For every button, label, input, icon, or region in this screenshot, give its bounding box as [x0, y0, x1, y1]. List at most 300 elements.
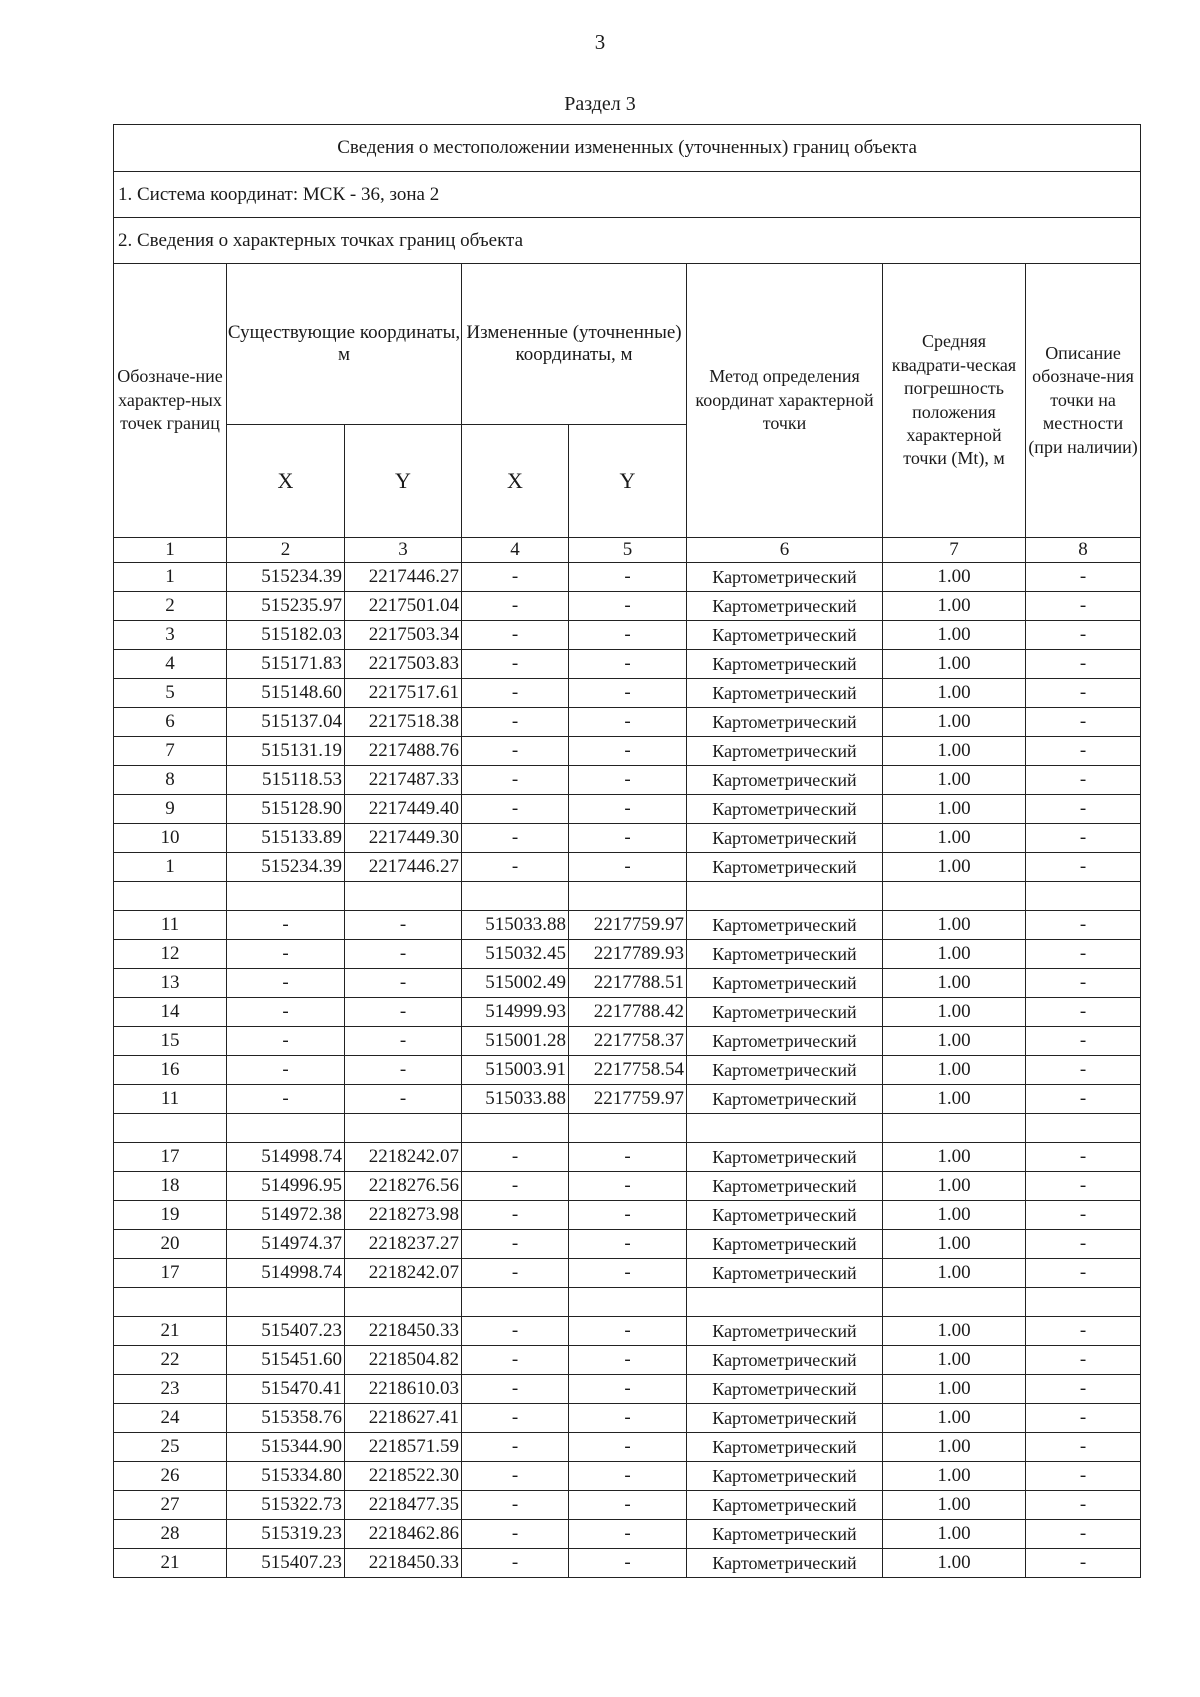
- blank-cell: [345, 882, 462, 911]
- cell-method: Картометрический: [687, 1317, 883, 1346]
- cell-method: Картометрический: [687, 1201, 883, 1230]
- blank-cell: [114, 1114, 227, 1143]
- cell-existing-y: 2217517.61: [345, 679, 462, 708]
- blank-cell: [569, 882, 687, 911]
- table-title: Сведения о местоположении измененных (уточненных) границ объекта: [114, 125, 1141, 172]
- cell-existing-x: 515407.23: [227, 1549, 345, 1578]
- header-changed-y: Y: [569, 425, 687, 538]
- column-number: 6: [687, 538, 883, 563]
- cell-existing-x: 515407.23: [227, 1317, 345, 1346]
- cell-mean-error: 1.00: [883, 795, 1026, 824]
- blank-cell: [1026, 1288, 1141, 1317]
- cell-changed-y: -: [569, 1172, 687, 1201]
- page-number: 3: [594, 30, 606, 54]
- blank-separator-row: [114, 1288, 1141, 1317]
- blank-cell: [687, 882, 883, 911]
- table-row: [114, 1056, 1141, 1085]
- cell-point-id: 1: [114, 563, 227, 592]
- cell-changed-y: -: [569, 679, 687, 708]
- cell-description: -: [1026, 1404, 1141, 1433]
- cell-changed-x: -: [462, 824, 569, 853]
- cell-existing-x: 515131.19: [227, 737, 345, 766]
- cell-changed-y: -: [569, 1230, 687, 1259]
- cell-changed-y: 2217759.97: [569, 1085, 687, 1114]
- table-row: [114, 563, 1141, 592]
- cell-point-id: 16: [114, 1056, 227, 1085]
- cell-changed-y: -: [569, 1462, 687, 1491]
- header-mean-error: Средняя квадрати-ческая погрешность положения характерной точки (Mt), м: [883, 264, 1026, 538]
- cell-mean-error: 1.00: [883, 708, 1026, 737]
- cell-changed-y: 2217789.93: [569, 940, 687, 969]
- cell-point-id: 9: [114, 795, 227, 824]
- cell-method: Картометрический: [687, 679, 883, 708]
- cell-changed-y: 2217758.54: [569, 1056, 687, 1085]
- cell-existing-x: 515322.73: [227, 1491, 345, 1520]
- cell-existing-y: 2217487.33: [345, 766, 462, 795]
- cell-existing-y: 2218237.27: [345, 1230, 462, 1259]
- cell-point-id: 10: [114, 824, 227, 853]
- table-row: [114, 969, 1141, 998]
- cell-changed-x: -: [462, 1230, 569, 1259]
- cell-changed-x: -: [462, 563, 569, 592]
- blank-cell: [114, 1288, 227, 1317]
- cell-mean-error: 1.00: [883, 911, 1026, 940]
- cell-description: -: [1026, 766, 1141, 795]
- cell-point-id: 26: [114, 1462, 227, 1491]
- cell-existing-y: 2217518.38: [345, 708, 462, 737]
- cell-description: -: [1026, 824, 1141, 853]
- cell-method: Картометрический: [687, 853, 883, 882]
- table-row: [114, 795, 1141, 824]
- cell-description: -: [1026, 940, 1141, 969]
- blank-cell: [345, 1114, 462, 1143]
- column-number: 2: [227, 538, 345, 563]
- cell-changed-x: -: [462, 1143, 569, 1172]
- table-row: [114, 998, 1141, 1027]
- cell-point-id: 15: [114, 1027, 227, 1056]
- cell-existing-x: 514998.74: [227, 1259, 345, 1288]
- table-row: [114, 824, 1141, 853]
- cell-existing-y: 2218242.07: [345, 1259, 462, 1288]
- cell-changed-x: -: [462, 1317, 569, 1346]
- cell-existing-y: -: [345, 969, 462, 998]
- cell-description: -: [1026, 998, 1141, 1027]
- cell-method: Картометрический: [687, 737, 883, 766]
- column-number: 4: [462, 538, 569, 563]
- cell-method: Картометрический: [687, 1230, 883, 1259]
- cell-existing-y: 2218276.56: [345, 1172, 462, 1201]
- cell-existing-x: 515118.53: [227, 766, 345, 795]
- cell-mean-error: 1.00: [883, 563, 1026, 592]
- header-existing-y: Y: [345, 425, 462, 538]
- cell-changed-x: -: [462, 766, 569, 795]
- cell-method: Картометрический: [687, 795, 883, 824]
- cell-mean-error: 1.00: [883, 1462, 1026, 1491]
- cell-description: -: [1026, 1346, 1141, 1375]
- cell-description: -: [1026, 911, 1141, 940]
- cell-method: Картометрический: [687, 1375, 883, 1404]
- cell-mean-error: 1.00: [883, 1375, 1026, 1404]
- cell-changed-x: 514999.93: [462, 998, 569, 1027]
- cell-description: -: [1026, 1172, 1141, 1201]
- blank-separator-row: [114, 1114, 1141, 1143]
- cell-method: Картометрический: [687, 592, 883, 621]
- blank-cell: [114, 882, 227, 911]
- table-row: [114, 1404, 1141, 1433]
- cell-description: -: [1026, 1520, 1141, 1549]
- cell-description: -: [1026, 1143, 1141, 1172]
- cell-method: Картометрический: [687, 824, 883, 853]
- cell-mean-error: 1.00: [883, 1317, 1026, 1346]
- cell-existing-x: 514996.95: [227, 1172, 345, 1201]
- table-row: [114, 1259, 1141, 1288]
- cell-method: Картометрический: [687, 1346, 883, 1375]
- section-label: Раздел 3: [564, 93, 636, 115]
- cell-changed-y: 2217759.97: [569, 911, 687, 940]
- blank-cell: [227, 1114, 345, 1143]
- cell-description: -: [1026, 621, 1141, 650]
- header-changed-x: X: [462, 425, 569, 538]
- cell-method: Картометрический: [687, 1549, 883, 1578]
- cell-changed-x: -: [462, 795, 569, 824]
- table-row: [114, 1346, 1141, 1375]
- cell-changed-y: -: [569, 1520, 687, 1549]
- cell-description: -: [1026, 1433, 1141, 1462]
- cell-existing-x: 514974.37: [227, 1230, 345, 1259]
- cell-description: -: [1026, 708, 1141, 737]
- cell-mean-error: 1.00: [883, 650, 1026, 679]
- cell-existing-y: 2217449.30: [345, 824, 462, 853]
- cell-changed-x: 515002.49: [462, 969, 569, 998]
- cell-point-id: 28: [114, 1520, 227, 1549]
- table-row: [114, 1433, 1141, 1462]
- blank-cell: [227, 1288, 345, 1317]
- cell-changed-y: -: [569, 824, 687, 853]
- cell-existing-y: -: [345, 940, 462, 969]
- cell-point-id: 17: [114, 1259, 227, 1288]
- cell-existing-y: 2217449.40: [345, 795, 462, 824]
- cell-point-id: 13: [114, 969, 227, 998]
- cell-point-id: 22: [114, 1346, 227, 1375]
- cell-mean-error: 1.00: [883, 1549, 1026, 1578]
- cell-mean-error: 1.00: [883, 1172, 1026, 1201]
- cell-changed-y: -: [569, 853, 687, 882]
- cell-changed-y: -: [569, 737, 687, 766]
- cell-point-id: 24: [114, 1404, 227, 1433]
- cell-existing-x: 515137.04: [227, 708, 345, 737]
- blank-cell: [883, 1288, 1026, 1317]
- cell-changed-x: -: [462, 1404, 569, 1433]
- cell-changed-y: 2217788.51: [569, 969, 687, 998]
- cell-existing-x: 515182.03: [227, 621, 345, 650]
- cell-mean-error: 1.00: [883, 940, 1026, 969]
- table-row: [114, 911, 1141, 940]
- cell-description: -: [1026, 1259, 1141, 1288]
- cell-changed-x: -: [462, 1375, 569, 1404]
- cell-existing-y: -: [345, 911, 462, 940]
- cell-changed-x: -: [462, 1549, 569, 1578]
- cell-mean-error: 1.00: [883, 1056, 1026, 1085]
- cell-existing-y: 2218450.33: [345, 1549, 462, 1578]
- cell-mean-error: 1.00: [883, 1404, 1026, 1433]
- cell-changed-x: -: [462, 1172, 569, 1201]
- cell-existing-x: 515234.39: [227, 853, 345, 882]
- cell-existing-y: 2218571.59: [345, 1433, 462, 1462]
- cell-description: -: [1026, 853, 1141, 882]
- cell-changed-x: -: [462, 708, 569, 737]
- cell-changed-y: -: [569, 1259, 687, 1288]
- cell-changed-x: 515032.45: [462, 940, 569, 969]
- cell-method: Картометрический: [687, 998, 883, 1027]
- cell-point-id: 17: [114, 1143, 227, 1172]
- cell-description: -: [1026, 1491, 1141, 1520]
- blank-cell: [569, 1288, 687, 1317]
- cell-mean-error: 1.00: [883, 1491, 1026, 1520]
- cell-existing-x: 515171.83: [227, 650, 345, 679]
- cell-mean-error: 1.00: [883, 1230, 1026, 1259]
- cell-existing-y: 2217503.83: [345, 650, 462, 679]
- cell-changed-y: -: [569, 708, 687, 737]
- cell-description: -: [1026, 1056, 1141, 1085]
- cell-existing-x: -: [227, 911, 345, 940]
- table-row: [114, 592, 1141, 621]
- cell-point-id: 20: [114, 1230, 227, 1259]
- cell-mean-error: 1.00: [883, 853, 1026, 882]
- blank-cell: [883, 882, 1026, 911]
- cell-existing-x: 514972.38: [227, 1201, 345, 1230]
- cell-point-id: 25: [114, 1433, 227, 1462]
- cell-point-id: 21: [114, 1549, 227, 1578]
- blank-cell: [462, 1114, 569, 1143]
- table-row: [114, 650, 1141, 679]
- cell-changed-x: -: [462, 1462, 569, 1491]
- cell-method: Картометрический: [687, 1462, 883, 1491]
- cell-point-id: 3: [114, 621, 227, 650]
- cell-method: Картометрический: [687, 1143, 883, 1172]
- blank-cell: [462, 1288, 569, 1317]
- cell-mean-error: 1.00: [883, 679, 1026, 708]
- cell-mean-error: 1.00: [883, 1433, 1026, 1462]
- points-heading: 2. Сведения о характерных точках границ объекта: [114, 218, 1141, 264]
- cell-existing-x: 515451.60: [227, 1346, 345, 1375]
- header-changed-coords: Измененные (уточненные) координаты, м: [462, 264, 687, 425]
- cell-existing-x: 515234.39: [227, 563, 345, 592]
- cell-method: Картометрический: [687, 1056, 883, 1085]
- cell-existing-x: -: [227, 969, 345, 998]
- cell-description: -: [1026, 1375, 1141, 1404]
- table-row: [114, 853, 1141, 882]
- coordinate-system: 1. Система координат: МСК - 36, зона 2: [114, 172, 1141, 218]
- cell-existing-y: 2217446.27: [345, 853, 462, 882]
- table-row: [114, 708, 1141, 737]
- cell-point-id: 19: [114, 1201, 227, 1230]
- table-row: [114, 1201, 1141, 1230]
- cell-mean-error: 1.00: [883, 1346, 1026, 1375]
- blank-cell: [687, 1288, 883, 1317]
- cell-existing-y: -: [345, 1056, 462, 1085]
- cell-changed-x: -: [462, 621, 569, 650]
- blank-cell: [687, 1114, 883, 1143]
- blank-cell: [1026, 882, 1141, 911]
- cell-description: -: [1026, 1230, 1141, 1259]
- cell-existing-x: -: [227, 940, 345, 969]
- cell-existing-x: 515133.89: [227, 824, 345, 853]
- cell-point-id: 8: [114, 766, 227, 795]
- cell-existing-y: 2217503.34: [345, 621, 462, 650]
- cell-existing-y: 2218242.07: [345, 1143, 462, 1172]
- cell-changed-y: -: [569, 1375, 687, 1404]
- cell-existing-x: -: [227, 1027, 345, 1056]
- cell-existing-y: 2218477.35: [345, 1491, 462, 1520]
- cell-point-id: 18: [114, 1172, 227, 1201]
- cell-mean-error: 1.00: [883, 1259, 1026, 1288]
- cell-point-id: 23: [114, 1375, 227, 1404]
- cell-changed-x: 515001.28: [462, 1027, 569, 1056]
- cell-method: Картометрический: [687, 969, 883, 998]
- cell-description: -: [1026, 1549, 1141, 1578]
- cell-changed-x: -: [462, 1201, 569, 1230]
- cell-changed-y: -: [569, 1433, 687, 1462]
- cell-changed-y: -: [569, 1201, 687, 1230]
- cell-description: -: [1026, 1085, 1141, 1114]
- table-row: [114, 1143, 1141, 1172]
- cell-changed-y: -: [569, 1491, 687, 1520]
- cell-mean-error: 1.00: [883, 592, 1026, 621]
- blank-separator-row: [114, 882, 1141, 911]
- cell-method: Картометрический: [687, 708, 883, 737]
- cell-point-id: 11: [114, 911, 227, 940]
- column-number: 8: [1026, 538, 1141, 563]
- cell-existing-x: 515334.80: [227, 1462, 345, 1491]
- cell-changed-x: -: [462, 592, 569, 621]
- table-row: [114, 766, 1141, 795]
- column-number: 1: [114, 538, 227, 563]
- table-row: [114, 1085, 1141, 1114]
- cell-changed-y: 2217758.37: [569, 1027, 687, 1056]
- cell-point-id: 12: [114, 940, 227, 969]
- cell-description: -: [1026, 1317, 1141, 1346]
- cell-existing-y: 2218504.82: [345, 1346, 462, 1375]
- cell-existing-x: -: [227, 1085, 345, 1114]
- cell-existing-y: -: [345, 1027, 462, 1056]
- cell-mean-error: 1.00: [883, 1027, 1026, 1056]
- header-point-designation: Обозначе-ние характер-ных точек границ: [114, 264, 227, 538]
- cell-method: Картометрический: [687, 1085, 883, 1114]
- cell-mean-error: 1.00: [883, 1520, 1026, 1549]
- cell-description: -: [1026, 737, 1141, 766]
- blank-cell: [569, 1114, 687, 1143]
- cell-existing-y: 2218450.33: [345, 1317, 462, 1346]
- cell-description: -: [1026, 650, 1141, 679]
- cell-changed-x: -: [462, 1259, 569, 1288]
- cell-method: Картометрический: [687, 1172, 883, 1201]
- cell-mean-error: 1.00: [883, 824, 1026, 853]
- cell-description: -: [1026, 679, 1141, 708]
- cell-point-id: 1: [114, 853, 227, 882]
- column-number: 3: [345, 538, 462, 563]
- cell-existing-y: 2217446.27: [345, 563, 462, 592]
- cell-changed-y: 2217788.42: [569, 998, 687, 1027]
- table-row: [114, 1375, 1141, 1404]
- cell-mean-error: 1.00: [883, 737, 1026, 766]
- table-row: [114, 737, 1141, 766]
- cell-description: -: [1026, 1027, 1141, 1056]
- cell-changed-x: -: [462, 737, 569, 766]
- cell-existing-x: -: [227, 998, 345, 1027]
- cell-method: Картометрический: [687, 1491, 883, 1520]
- cell-changed-y: -: [569, 1549, 687, 1578]
- cell-description: -: [1026, 795, 1141, 824]
- cell-existing-y: 2217488.76: [345, 737, 462, 766]
- header-existing-coords: Существующие координаты, м: [227, 264, 462, 425]
- cell-method: Картометрический: [687, 650, 883, 679]
- table-row: [114, 1172, 1141, 1201]
- header-existing-x: X: [227, 425, 345, 538]
- column-numbers-row: [114, 538, 1141, 563]
- blank-cell: [345, 1288, 462, 1317]
- cell-changed-x: -: [462, 1520, 569, 1549]
- cell-mean-error: 1.00: [883, 621, 1026, 650]
- cell-mean-error: 1.00: [883, 998, 1026, 1027]
- cell-changed-y: -: [569, 621, 687, 650]
- cell-description: -: [1026, 592, 1141, 621]
- cell-existing-y: 2217501.04: [345, 592, 462, 621]
- table-row: [114, 621, 1141, 650]
- column-number: 5: [569, 538, 687, 563]
- blank-cell: [1026, 1114, 1141, 1143]
- cell-changed-y: -: [569, 1317, 687, 1346]
- blank-cell: [227, 882, 345, 911]
- cell-method: Картометрический: [687, 1520, 883, 1549]
- cell-method: Картометрический: [687, 940, 883, 969]
- cell-method: Картометрический: [687, 766, 883, 795]
- table-row: [114, 1462, 1141, 1491]
- cell-changed-x: 515033.88: [462, 911, 569, 940]
- table-row: [114, 1230, 1141, 1259]
- cell-existing-x: 515148.60: [227, 679, 345, 708]
- table-row: [114, 940, 1141, 969]
- cell-description: -: [1026, 1462, 1141, 1491]
- cell-existing-x: 515128.90: [227, 795, 345, 824]
- cell-mean-error: 1.00: [883, 1085, 1026, 1114]
- boundary-points-table: [113, 124, 1141, 1578]
- cell-changed-y: -: [569, 650, 687, 679]
- cell-existing-y: 2218627.41: [345, 1404, 462, 1433]
- cell-existing-y: 2218610.03: [345, 1375, 462, 1404]
- cell-changed-y: -: [569, 795, 687, 824]
- cell-existing-x: 514998.74: [227, 1143, 345, 1172]
- table-row: [114, 1491, 1141, 1520]
- blank-cell: [462, 882, 569, 911]
- cell-changed-y: -: [569, 592, 687, 621]
- cell-changed-y: -: [569, 1143, 687, 1172]
- cell-mean-error: 1.00: [883, 766, 1026, 795]
- cell-changed-y: -: [569, 1404, 687, 1433]
- header-description: Описание обозначе-ния точки на местности (при наличии): [1026, 264, 1141, 538]
- cell-point-id: 27: [114, 1491, 227, 1520]
- column-number: 7: [883, 538, 1026, 563]
- cell-existing-x: -: [227, 1056, 345, 1085]
- cell-changed-y: -: [569, 1346, 687, 1375]
- cell-point-id: 5: [114, 679, 227, 708]
- cell-changed-y: -: [569, 563, 687, 592]
- cell-method: Картометрический: [687, 911, 883, 940]
- cell-changed-x: 515003.91: [462, 1056, 569, 1085]
- cell-changed-y: -: [569, 766, 687, 795]
- header-method: Метод определения координат характерной точки: [687, 264, 883, 538]
- cell-existing-x: 515470.41: [227, 1375, 345, 1404]
- table-row: [114, 1520, 1141, 1549]
